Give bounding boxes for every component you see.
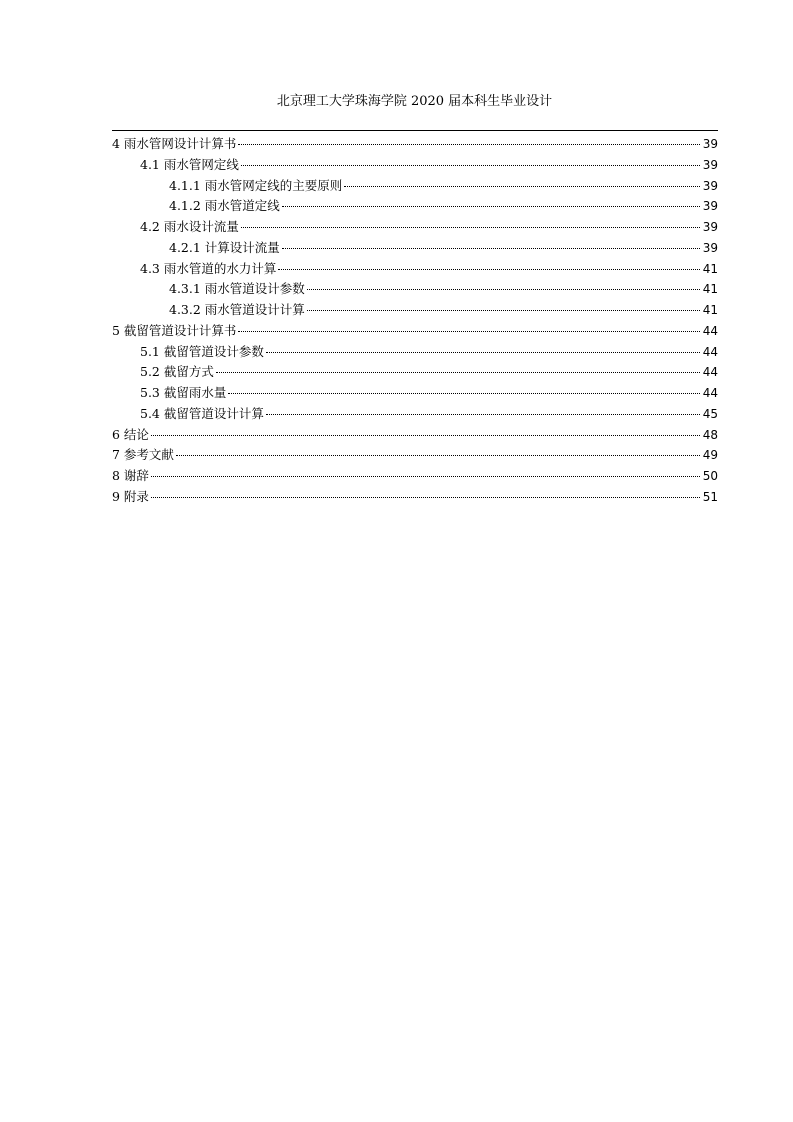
toc-entry[interactable] [112,176,718,197]
toc-entry-title: 5.2 截留方式 [140,364,214,380]
toc-entry-page: 41 [702,303,718,317]
toc-entry[interactable] [112,217,718,238]
toc-entry-title: 4.1 雨水管网定线 [140,156,239,172]
toc-entry-title: 5.3 截留雨水量 [140,385,227,400]
toc-entry[interactable] [112,342,718,363]
toc-entry[interactable] [112,425,718,446]
toc-entry[interactable] [112,300,718,321]
toc-leader-dots [241,227,700,228]
toc-leader-dots [241,165,700,166]
toc-leader-dots [238,144,700,145]
toc-entry-page: 44 [702,323,718,338]
toc-leader-dots [282,248,700,249]
toc-entry-page: 51 [702,489,718,504]
toc-entry[interactable] [112,259,718,280]
toc-entry-page: 39 [702,240,718,255]
toc-entry-title: 6 结论 [112,426,149,442]
toc-entry[interactable] [112,487,718,508]
toc-entry-page: 49 [702,448,718,463]
page-header: 北京理工大学珠海学院 2020 届本科生毕业设计 [276,94,553,109]
toc-entry-title: 4.3.2 雨水管道设计计算 [169,302,305,317]
toc-leader-dots [278,269,700,270]
toc-leader-dots [216,372,700,373]
toc-entry-title: 5.1 截留管道设计参数 [140,343,264,359]
toc-leader-dots [176,455,700,456]
toc-entry[interactable] [112,445,718,466]
toc-entry-page: 39 [702,199,718,214]
toc-leader-dots [282,206,700,207]
toc-entry-page: 48 [702,427,718,442]
toc-leader-dots [307,289,700,290]
toc-entry-page: 44 [702,365,718,380]
toc-entry-title: 9 附录 [112,488,149,504]
toc-entry[interactable] [112,134,718,155]
toc-entry[interactable] [112,155,718,176]
toc-entry-title: 4 雨水管网设计计算书 [112,136,237,151]
toc-entry[interactable] [112,238,718,259]
toc-entry[interactable] [112,279,718,300]
toc-entry-page: 44 [702,344,718,359]
toc-entry-title: 4.3 雨水管道的水力计算 [140,260,277,276]
toc-entry-page: 39 [702,137,718,151]
toc-entry-title: 5 截留管道设计计算书 [112,322,237,338]
toc-entry-title: 4.1.1 雨水管网定线的主要原则 [169,177,343,193]
toc-entry-page: 39 [702,157,718,172]
toc-leader-dots [307,310,700,311]
toc-leader-dots [266,414,700,415]
toc-entry-page: 45 [702,406,718,421]
toc-entry[interactable] [112,466,718,487]
toc-entry-title: 4.1.2 雨水管道定线 [169,198,280,214]
toc-leader-dots [151,476,700,477]
table-of-contents [112,134,718,508]
toc-entry-title: 5.4 截留管道设计计算 [140,405,264,421]
toc-entry-page: 41 [702,282,718,297]
toc-entry[interactable] [112,196,718,217]
toc-entry-title: 8 谢辞 [112,468,149,483]
toc-entry-title: 4.3.1 雨水管道设计参数 [169,281,305,297]
toc-leader-dots [151,497,700,498]
toc-leader-dots [151,435,700,436]
toc-entry-page: 50 [702,469,718,483]
toc-entry-page: 41 [702,261,718,276]
toc-entry-page: 44 [702,386,718,400]
toc-entry[interactable] [112,321,718,342]
toc-entry-title: 4.2.1 计算设计流量 [169,239,280,255]
toc-entry-title: 4.2 雨水设计流量 [140,219,239,234]
toc-entry-title: 7 参考文献 [112,447,174,463]
toc-leader-dots [238,331,700,332]
toc-leader-dots [344,186,700,187]
toc-entry-page: 39 [702,220,718,234]
toc-leader-dots [228,393,700,394]
toc-entry-page: 39 [702,178,718,193]
header-rule [112,130,718,131]
toc-entry[interactable] [112,383,718,404]
toc-entry[interactable] [112,404,718,425]
toc-entry[interactable] [112,362,718,383]
toc-leader-dots [266,352,700,353]
